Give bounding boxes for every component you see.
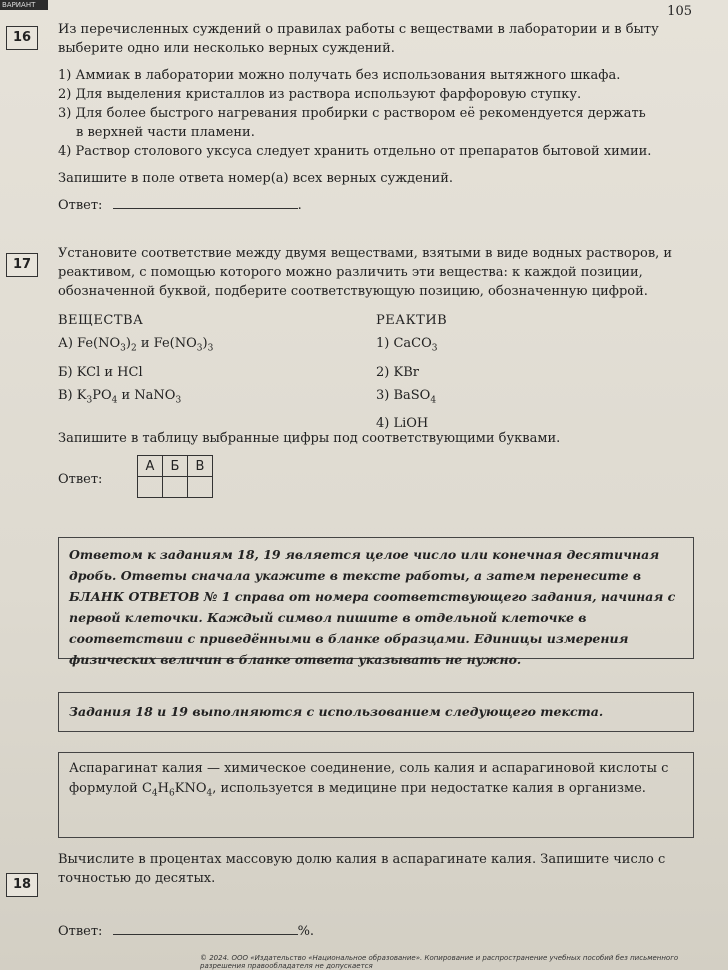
q18-answer-unit: %. xyxy=(297,924,315,939)
q17-substance-a: А) $Fe(NO_3)_2$ и $Fe(NO_3)_3$ xyxy=(58,336,214,354)
asparaginate-text-box xyxy=(58,752,694,838)
copyright-footer: © 2024. ООО «Издательство «Национальное образование». Копирование и распространение учебных пособий без письменного разрешения правообладателя не допускается xyxy=(200,954,679,970)
q17-right-header: РЕАКТИВ xyxy=(376,313,448,328)
q18-answer-row xyxy=(58,922,698,941)
text-note-box: Задания 18 и 19 выполняются с использованием следующего текста. xyxy=(58,692,694,732)
question-16 xyxy=(58,20,698,215)
q17-matching xyxy=(58,309,698,432)
asparaginate-formula: $C_4H_6KNO_4$ xyxy=(141,781,213,799)
q17-substances-column xyxy=(58,309,358,412)
corner-label: ВАРИАНТ xyxy=(0,0,48,10)
q16-answer-field[interactable] xyxy=(113,196,298,209)
q16-answer-row xyxy=(58,196,698,215)
q17-answer-cell-b[interactable] xyxy=(163,477,188,498)
q17-table-header-b: Б xyxy=(163,456,188,477)
q17-table-header-v: В xyxy=(188,456,213,477)
q17-instruction: Запишите в таблицу выбранные цифры под соответствующими буквами. xyxy=(58,431,561,446)
q18-answer-field[interactable] xyxy=(113,922,298,935)
q17-reagent-2: 2) KBr xyxy=(376,364,419,380)
q17-table-header-a: А xyxy=(138,456,163,477)
question-16-number: 16 xyxy=(6,26,38,50)
q16-answer-suffix: . xyxy=(297,198,302,213)
instruction-box-18-19: Ответом к заданиям 18, 19 является целое число или конечная десятичная дробь. Ответы сначала укажите в тексте работы, а затем перенесите в БЛАНК ОТВЕТОВ № 1 справа от номера соответствующего задания, начиная с первой клеточки. Каждый символ пишите в отдельной клеточке в соответствии с приведёнными в бланке образцами. Единицы измерения физических величин в бланке ответа указывать не нужно. xyxy=(58,537,694,659)
q16-answer-label: Ответ: xyxy=(58,198,103,213)
q17-answer-label: Ответ: xyxy=(58,472,103,487)
q17-reagent-3: 3) BaSO$_4$ xyxy=(376,387,437,406)
q16-item-3: 3) Для более быстрого нагревания пробирки с раствором её рекомендуется держать xyxy=(58,106,646,121)
q17-left-header: ВЕЩЕСТВА xyxy=(58,313,144,328)
q17-answer-cell-a[interactable] xyxy=(138,477,163,498)
q17-reagents-column xyxy=(376,309,676,435)
q16-item-1: 1) Аммиак в лаборатории можно получать без использования вытяжного шкафа. xyxy=(58,68,621,83)
q17-reagent-1: 1) CaCO$_3$ xyxy=(376,336,438,354)
q16-item-2: 2) Для выделения кристаллов из раствора используют фарфоровую ступку. xyxy=(58,87,582,102)
q17-substance-v: В) $K_3PO_4$ и NaNO$_3$ xyxy=(58,387,182,406)
q17-substance-b: Б) KCl и HCl xyxy=(58,364,143,380)
q17-reagent-4: 4) LiOH xyxy=(376,416,429,432)
question-18-prompt: Вычислите в процентах массовую долю калия в аспарагинате калия. Запишите число с точностью до десятых. xyxy=(58,852,666,886)
q16-instruction: Запишите в поле ответа номер(а) всех верных суждений. xyxy=(58,171,454,186)
q17-answer-cell-v[interactable] xyxy=(188,477,213,498)
question-17-number: 17 xyxy=(6,253,38,277)
q16-item-3-cont: в верхней части пламени. xyxy=(76,125,255,140)
question-18-number: 18 xyxy=(6,873,38,897)
q17-answer-table xyxy=(137,455,213,498)
asparaginate-text-part2: , используется в медицине при недостатке калия в организме. xyxy=(212,781,646,796)
question-17-prompt: Установите соответствие между двумя веществами, взятыми в виде водных растворов, и реактивом, с помощью которого можно различить эти вещества: к каждой позиции, обозначенной буквой, подберите соответствующую позицию, обозначенную цифрой. xyxy=(58,246,673,299)
asparaginate-text-part1: Аспарагинат калия — химическое соединение, соль калия и аспарагиновой кислоты с формулой xyxy=(69,761,669,796)
q18-answer-label: Ответ: xyxy=(58,924,103,939)
question-16-prompt: Из перечисленных суждений о правилах работы с веществами в лаборатории и в быту выберите одно или несколько верных суждений. xyxy=(58,22,659,56)
q16-item-4: 4) Раствор столового уксуса следует хранить отдельно от препаратов бытовой химии. xyxy=(58,144,652,159)
page-number: 105 xyxy=(667,4,692,19)
